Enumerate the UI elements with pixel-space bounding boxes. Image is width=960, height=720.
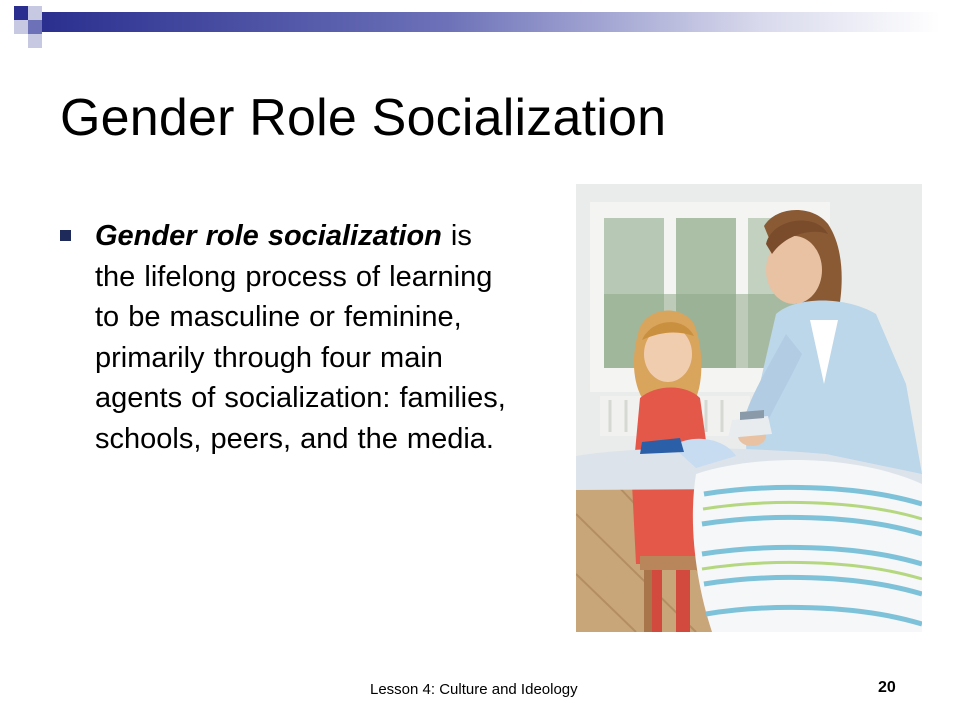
deco-square-mid — [28, 20, 42, 34]
mother-daughter-photo — [576, 184, 922, 632]
bullet-body: is the lifelong process of learning to be masculine or feminine, primarily through four main agents of socialization: families, schools, peers, and the media. — [95, 220, 506, 455]
deco-square-light — [14, 20, 28, 34]
bullet-term: Gender role socialization — [95, 220, 442, 252]
header-decoration — [0, 0, 960, 60]
footer-label: Lesson 4: Culture and Ideology — [370, 681, 578, 698]
deco-square-dark — [14, 6, 28, 20]
slide-title: Gender Role Socialization — [60, 89, 667, 147]
bullet-list — [60, 216, 520, 459]
deco-square-light — [28, 6, 42, 20]
bullet-square-icon — [60, 230, 71, 241]
deco-square-light — [28, 34, 42, 48]
header-gradient-bar — [40, 12, 940, 32]
bullet-item — [95, 216, 520, 459]
page-number: 20 — [878, 679, 896, 696]
